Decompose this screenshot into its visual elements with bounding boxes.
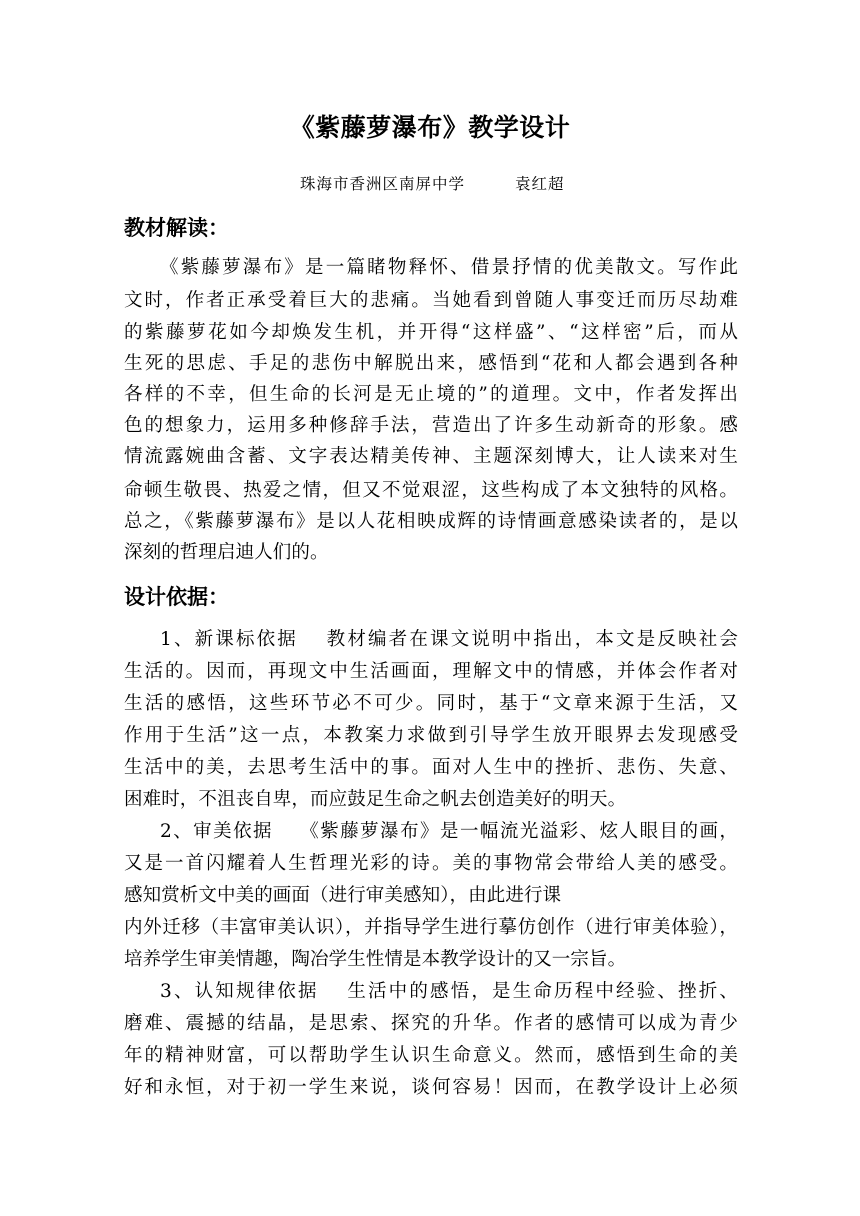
school-name: 珠海市香洲区南屏中学 — [300, 175, 466, 193]
section-heading-design-basis: 设计依据： — [124, 585, 229, 609]
paragraph-line: 磨难、震撼的结晶，是思索、探究的升华。作者的感情可以成为青少 — [124, 1013, 738, 1034]
paragraph-line: 生活的感悟，这些环节必不可少。同时，基于“文章来源于生活，又 — [124, 693, 738, 714]
paragraph-line: 困难时，不沮丧自卑，而应鼓足生命之帆去创造美好的明天。 — [124, 789, 627, 810]
paragraph-line: 《紫藤萝瀑布》是一篇睹物释怀、借景抒情的优美散文。写作此 — [160, 257, 738, 278]
paragraph-line: 培养学生审美情趣，陶冶学生性情是本教学设计的又一宗旨。 — [124, 949, 627, 970]
paragraph-line: 总之，《紫藤萝瀑布》是以人花相映成辉的诗情画意感染读者的，是以 — [124, 511, 738, 532]
paragraph-line: 3、认知规律依据 生活中的感悟，是生命历程中经验、挫折、 — [160, 981, 738, 1002]
paragraph-line: 生活的。因而，再现文中生活画面，理解文中的情感，并体会作者对 — [124, 661, 738, 682]
author-name: 袁红超 — [515, 175, 565, 193]
paragraph-line: 色的想象力，运用多种修辞手法，营造出了许多生动新奇的形象。感 — [124, 415, 738, 436]
paragraph-line: 生死的思虑、手足的悲伤中解脱出来，感悟到“花和人都会遇到各种 — [124, 353, 738, 374]
paragraph-line: 感知赏析文中美的画面（进行审美感知），由此进行课 — [124, 885, 562, 906]
paragraph-line: 命顿生敬畏、热爱之情，但又不觉艰涩，这些构成了本文独特的风格。 — [124, 480, 738, 501]
paragraph-line: 作用于生活”这一点，本教案力求做到引导学生放开眼界去发现感受 — [124, 725, 738, 746]
paragraph-line: 1、新课标依据 教材编者在课文说明中指出，本文是反映社会 — [160, 629, 738, 650]
paragraph-line: 年的精神财富，可以帮助学生认识生命意义。然而，感悟到生命的美 — [124, 1045, 738, 1066]
paragraph-line: 文时，作者正承受着巨大的悲痛。当她看到曾随人事变迁而历尽劫难 — [124, 290, 738, 311]
paragraph-line: 2、审美依据 《紫藤萝瀑布》是一幅流光溢彩、炫人眼目的画， — [160, 821, 738, 842]
paragraph-line: 情流露婉曲含蓄、文字表达精美传神、主题深刻博大，让人读来对生 — [124, 446, 738, 467]
byline — [300, 172, 565, 196]
paragraph-line: 生活中的美，去思考生活中的事。面对人生中的挫折、悲伤、失意、 — [124, 757, 738, 778]
section-heading-textbook-interpretation: 教材解读： — [124, 216, 229, 240]
paragraph-line: 深刻的哲理启迪人们的。 — [124, 542, 329, 563]
document-title: 《紫藤萝瀑布》教学设计 — [289, 113, 571, 142]
paragraph-line: 好和永恒，对于初一学生来说，谈何容易！因而，在教学设计上必须 — [124, 1077, 738, 1098]
paragraph-line: 又是一首闪耀着人生哲理光彩的诗。美的事物常会带给人美的感受。 — [124, 853, 738, 874]
paragraph-line: 各样的不幸，但生命的长河是无止境的”的道理。文中，作者发挥出 — [124, 384, 738, 405]
paragraph-line: 内外迁移（丰富审美认识），并指导学生进行摹仿创作（进行审美体验）， — [124, 917, 738, 938]
paragraph-line: 的紫藤萝花如今却焕发生机，并开得“这样盛”、“这样密”后，而从 — [124, 322, 738, 343]
